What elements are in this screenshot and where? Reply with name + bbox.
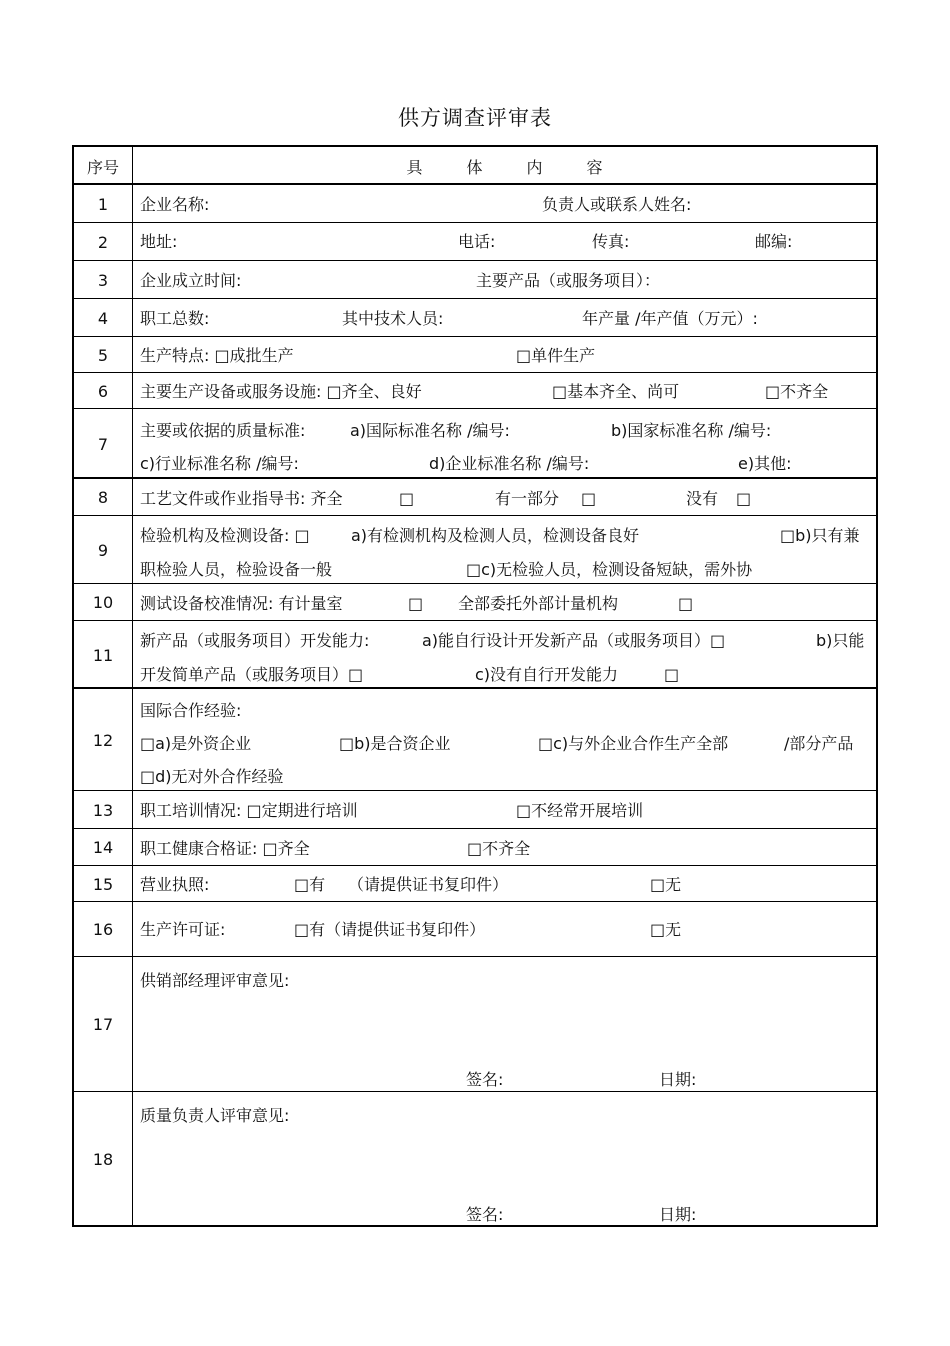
field-business-license: 营业执照: (140, 875, 210, 894)
header-char: 内 (526, 157, 543, 177)
row-1 (74, 185, 876, 223)
option-equipment-complete[interactable]: 主要生产设备或服务设施: □齐全、良好 (140, 382, 422, 401)
label-license-copy: （请提供证书复印件） (348, 875, 509, 894)
field-other-standard: e)其他: (738, 454, 792, 473)
option-health-incomplete[interactable]: □不齐全 (467, 839, 531, 858)
row-11 (74, 621, 876, 689)
row-4 (74, 299, 876, 337)
row-7 (74, 409, 876, 479)
row-number: 12 (92, 730, 114, 750)
row-number: 18 (92, 1150, 114, 1169)
label-docs-partial: 有一部分 (495, 489, 560, 508)
field-process-docs: 工艺文件或作业指导书: 齐全 (140, 489, 343, 508)
header-num: 序号 (86, 157, 119, 177)
field-calibration: 测试设备校准情况: 有计量室 (140, 594, 343, 613)
row-number: 6 (97, 381, 109, 401)
row-3 (74, 261, 876, 299)
option-inspection-a[interactable]: 检验机构及检测设备: □ (140, 526, 310, 545)
row-18 (74, 1092, 876, 1227)
row-number: 7 (97, 434, 109, 454)
label-development-c: c)没有自行开发能力 (475, 665, 619, 684)
row-5 (74, 337, 876, 373)
field-intl-standard: a)国际标准名称 /编号: (350, 421, 510, 440)
option-permit-no[interactable]: □无 (650, 920, 682, 939)
option-single-production[interactable]: □单件生产 (516, 346, 596, 365)
field-production-permit: 生产许可证: (140, 920, 226, 939)
header-row (74, 147, 876, 185)
option-batch-production[interactable]: 生产特点: □成批生产 (140, 346, 294, 365)
field-sales-manager-opinion[interactable]: 供销部经理评审意见: (140, 971, 290, 990)
row-17 (74, 957, 876, 1092)
field-development: 新产品（或服务项目）开发能力: (140, 631, 370, 650)
field-main-products: 主要产品（或服务项目）： (476, 271, 661, 290)
field-staff-total: 职工总数: (140, 309, 210, 328)
field-address: 地址: (140, 232, 178, 251)
field-postcode: 邮编: (755, 232, 793, 251)
field-industry-standard: c)行业标准名称 /编号: (140, 454, 299, 473)
option-permit-yes[interactable]: □有（请提供证书复印件） (294, 920, 486, 939)
field-signature[interactable]: 签名: (466, 1070, 504, 1089)
option-license-yes[interactable]: □有 (294, 875, 326, 894)
option-equipment-basic[interactable]: □基本齐全、尚可 (552, 382, 680, 401)
row-number: 16 (92, 920, 114, 939)
option-development-a[interactable]: a)能自行设计开发新产品（或服务项目）□ (422, 631, 726, 650)
option-joint-venture[interactable]: □b)是合资企业 (339, 734, 451, 753)
field-enterprise-standard: d)企业标准名称 /编号: (429, 454, 590, 473)
field-company-name: 企业名称: (140, 195, 210, 214)
row-2 (74, 223, 876, 261)
checkbox-docs-complete[interactable]: □ (399, 489, 415, 508)
row-14 (74, 829, 876, 866)
label-development-b[interactable]: 开发简单产品（或服务项目）□ (140, 665, 364, 684)
field-national-standard: b)国家标准名称 /编号: (611, 421, 772, 440)
checkbox-development-c[interactable]: □ (664, 665, 680, 684)
row-number: 3 (97, 270, 109, 290)
row-number: 14 (92, 838, 114, 857)
supplier-review-form (72, 145, 878, 1227)
row-number: 9 (97, 540, 109, 560)
option-inspection-b[interactable]: □b)只有兼 (780, 526, 860, 545)
field-founded: 企业成立时间: (140, 271, 242, 290)
row-12 (74, 689, 876, 791)
header-char: 具 (406, 157, 423, 177)
option-no-cooperation[interactable]: □d)无对外合作经验 (140, 767, 284, 786)
checkbox-docs-none[interactable]: □ (736, 489, 752, 508)
option-irregular-training[interactable]: □不经常开展培训 (516, 801, 644, 820)
row-9 (74, 516, 876, 584)
field-quality-manager-opinion[interactable]: 质量负责人评审意见: (140, 1106, 290, 1125)
label-inspection-a: a)有检测机构及检测人员，检测设备良好 (351, 526, 640, 545)
label-inspection-b: 职检验人员，检验设备一般 (140, 560, 333, 579)
row-15 (74, 866, 876, 902)
label-docs-none: 没有 (686, 489, 719, 508)
checkbox-docs-partial[interactable]: □ (581, 489, 597, 508)
row-number: 4 (97, 308, 109, 328)
row-number: 5 (97, 345, 109, 365)
header-char: 容 (586, 157, 603, 177)
option-equipment-incomplete[interactable]: □不齐全 (765, 382, 829, 401)
field-date[interactable]: 日期: (659, 1070, 697, 1089)
row-6 (74, 373, 876, 409)
option-inspection-c[interactable]: □c)无检验人员，检测设备短缺，需外协 (466, 560, 753, 579)
field-signature[interactable]: 签名: (466, 1205, 504, 1224)
field-quality-standard: 主要或依据的质量标准: (140, 421, 306, 440)
field-annual-output: 年产量 /年产值（万元）: (582, 309, 758, 328)
row-number: 2 (97, 232, 109, 252)
row-10 (74, 584, 876, 621)
option-development-b[interactable]: b)只能 (816, 631, 865, 650)
option-foreign-enterprise[interactable]: □a)是外资企业 (140, 734, 252, 753)
field-fax: 传真: (592, 232, 630, 251)
row-number: 13 (92, 800, 114, 820)
field-intl-cooperation: 国际合作经验: (140, 701, 242, 720)
option-cooperation-production[interactable]: □c)与外企业合作生产全部 (538, 734, 729, 753)
row-number: 8 (97, 488, 109, 507)
row-number: 11 (92, 645, 114, 665)
row-number: 17 (92, 1015, 114, 1034)
option-regular-training[interactable]: 职工培训情况: □定期进行培训 (140, 801, 358, 820)
row-8 (74, 479, 876, 516)
header-char: 体 (466, 157, 483, 177)
row-number: 1 (97, 194, 109, 214)
option-health-complete[interactable]: 职工健康合格证: □齐全 (140, 839, 310, 858)
checkbox-calibration-lab[interactable]: □ (408, 594, 424, 613)
field-phone: 电话: (458, 232, 496, 251)
row-number: 10 (92, 593, 114, 612)
label-calibration-external: 全部委托外部计量机构 (458, 594, 619, 613)
field-technicians: 其中技术人员: (342, 309, 444, 328)
option-license-no[interactable]: □无 (650, 875, 682, 894)
form-title: 供方调查评审表 (398, 106, 552, 130)
row-16 (74, 902, 876, 957)
header-content (133, 147, 876, 185)
row-number: 15 (92, 874, 114, 894)
field-date[interactable]: 日期: (659, 1205, 697, 1224)
label-partial-products: /部分产品 (784, 734, 854, 753)
row-13 (74, 791, 876, 829)
field-contact-person: 负责人或联系人姓名: (542, 195, 692, 214)
checkbox-calibration-external[interactable]: □ (678, 594, 694, 613)
